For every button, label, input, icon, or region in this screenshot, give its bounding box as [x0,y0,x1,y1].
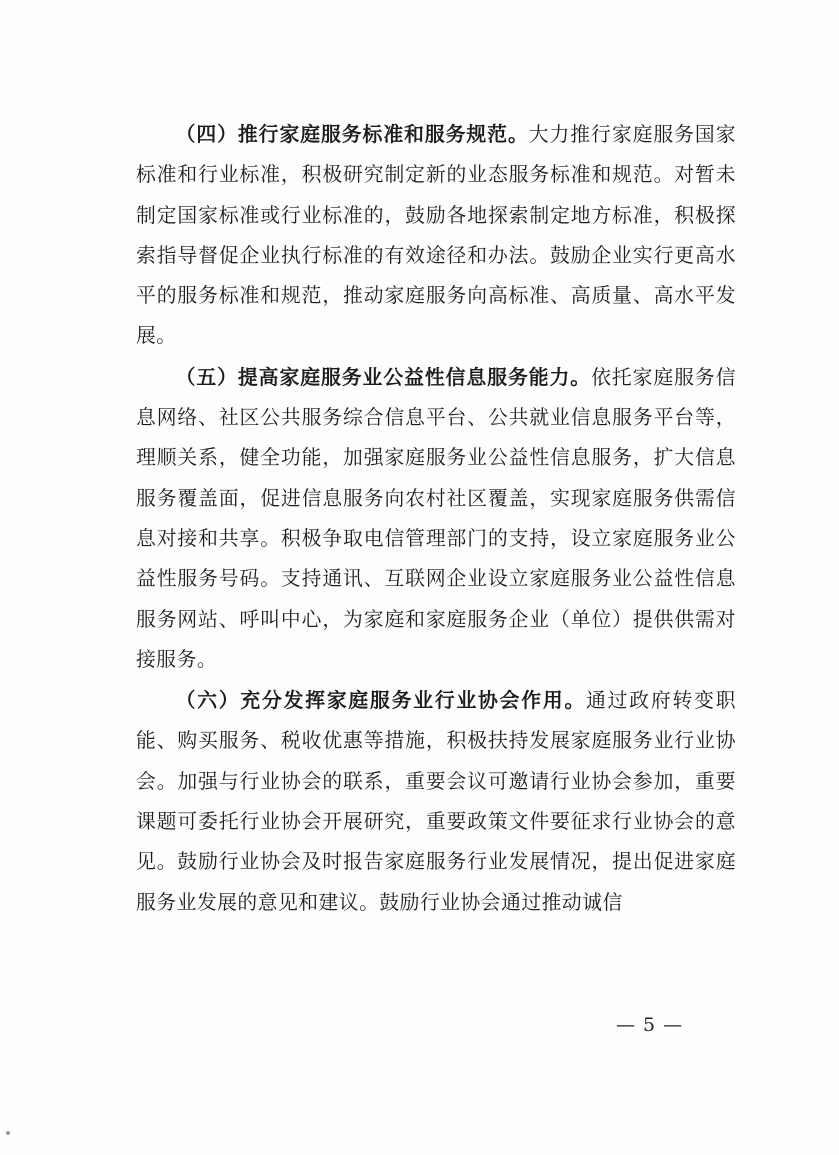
page-number: — 5 — [616,1014,684,1036]
paragraph-heading: （四）推行家庭服务标准和服务规范。 [175,122,529,146]
paragraph-text: 依托家庭服务信息网络、社区公共服务综合信息平台、公共就业信息服务平台等，理顺关系，健全功能，加强家庭服务业公益性信息服务，扩大信息服务覆盖面，促进信息服务向农村社区覆盖，实现家庭服务供需信息对接和共享。积极争取电信管理部门的支持，设立家庭服务业公益性服务号码。支持通讯、互联网企业设立家庭服务业公益性信息服务网站、呼叫中心，为家庭和家庭服务企业（单位）提供供需对接服务。 [136,365,736,671]
paragraph-text: 通过政府转变职能、购买服务、税收优惠等措施，积极扶持发展家庭服务业行业协会。加强与行业协会的联系，重要会议可邀请行业协会参加，重要课题可委托行业协会开展研究，重要政策文件要征求行业协会的意见。鼓励行业协会及时报告家庭服务行业发展情况，提出促进家庭服务业发展的意见和建议。鼓励行业协会通过推动诚信 [136,689,736,914]
scan-artifact-dot [6,1131,10,1135]
paragraph-heading: （六）充分发挥家庭服务业行业协会作用。 [175,688,587,713]
paragraph-heading: （五）提高家庭服务业公益性信息服务能力。 [175,364,592,389]
document-body [136,114,736,923]
paragraph-text: 大力推行家庭服务国家标准和行业标准，积极研究制定新的业态服务标准和规范。对暂未制定国家标准或行业标准的，鼓励各地探索制定地方标准，积极探索指导督促企业执行标准的有效途径和办法。鼓励企业实行更高水平的服务标准和规范，推动家庭服务向高标准、高质量、高水平发展。 [136,123,736,348]
paragraph-industry-associations [136,680,736,923]
paragraph-standards [136,114,736,357]
paragraph-information-services [136,357,736,680]
